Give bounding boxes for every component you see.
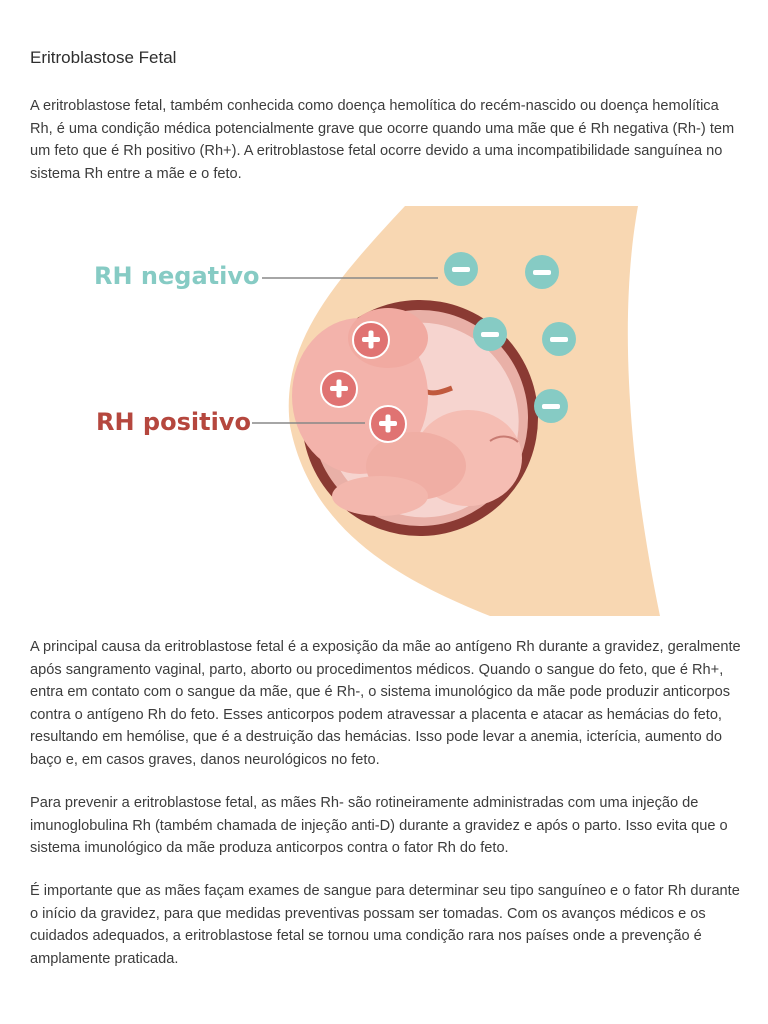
minus-icon	[444, 252, 478, 286]
screening-paragraph: É importante que as mães façam exames de sangue para determinar seu tipo sanguíneo e o fator Rh durante o início da gravidez, para que medidas preventivas possam ser tomadas. Com os avanços médicos e os cuidados adequados, a eritroblastose fetal se tornou uma condição rara nos países onde a prevenção é amplamente praticada.	[30, 883, 740, 967]
minus-icon	[473, 317, 507, 351]
minus-icon	[534, 389, 568, 423]
plus-icon	[370, 406, 406, 442]
rh-positive-label: RH positivo	[96, 408, 251, 436]
rh-negative-label: RH negativo	[94, 262, 260, 290]
minus-icon	[525, 255, 559, 289]
intro-paragraph: A eritroblastose fetal, também conhecida como doença hemolítica do recém-nascido ou doença hemolítica Rh, é uma condição médica potencialmente grave que ocorre quando uma mãe que é Rh negativa (Rh-) tem um feto que é Rh positivo (Rh+). A eritroblastose fetal ocorre devido a uma incompatibilidade sanguínea no sistema Rh entre a mãe e o feto.	[30, 98, 735, 182]
plus-icon	[353, 322, 389, 358]
minus-icon	[542, 322, 576, 356]
rh-incompatibility-illustration	[60, 196, 700, 626]
cause-paragraph: A principal causa da eritroblastose fetal é a exposição da mãe ao antígeno Rh durante a gravidez, geralmente após sangramento vaginal, parto, aborto ou procedimentos médicos. Quando o sangue do feto, que é Rh+, entra em contato com o sangue da mãe, que é Rh-, o sistema imunológico da mãe pode produzir anticorpos contra o antígeno Rh do feto. Esses anticorpos podem atravessar a placenta e atacar as hemácias do feto, resultando em hemólise, que é a destruição das hemácias. Isso pode levar a anemia, icterícia, aumento do baço e, em casos graves, danos neurológicos no feto.	[30, 639, 741, 768]
plus-icon	[321, 371, 357, 407]
article-title: Eritroblastose Fetal	[30, 48, 177, 67]
prevention-paragraph: Para prevenir a eritroblastose fetal, as mães Rh- são rotineiramente administradas com uma injeção de imunoglobulina Rh (também chamada de injeção anti-D) durante a gravidez e após o parto. Isso evita que o sistema imunológico da mãe produza anticorpos contra o fator Rh do feto.	[30, 795, 728, 856]
